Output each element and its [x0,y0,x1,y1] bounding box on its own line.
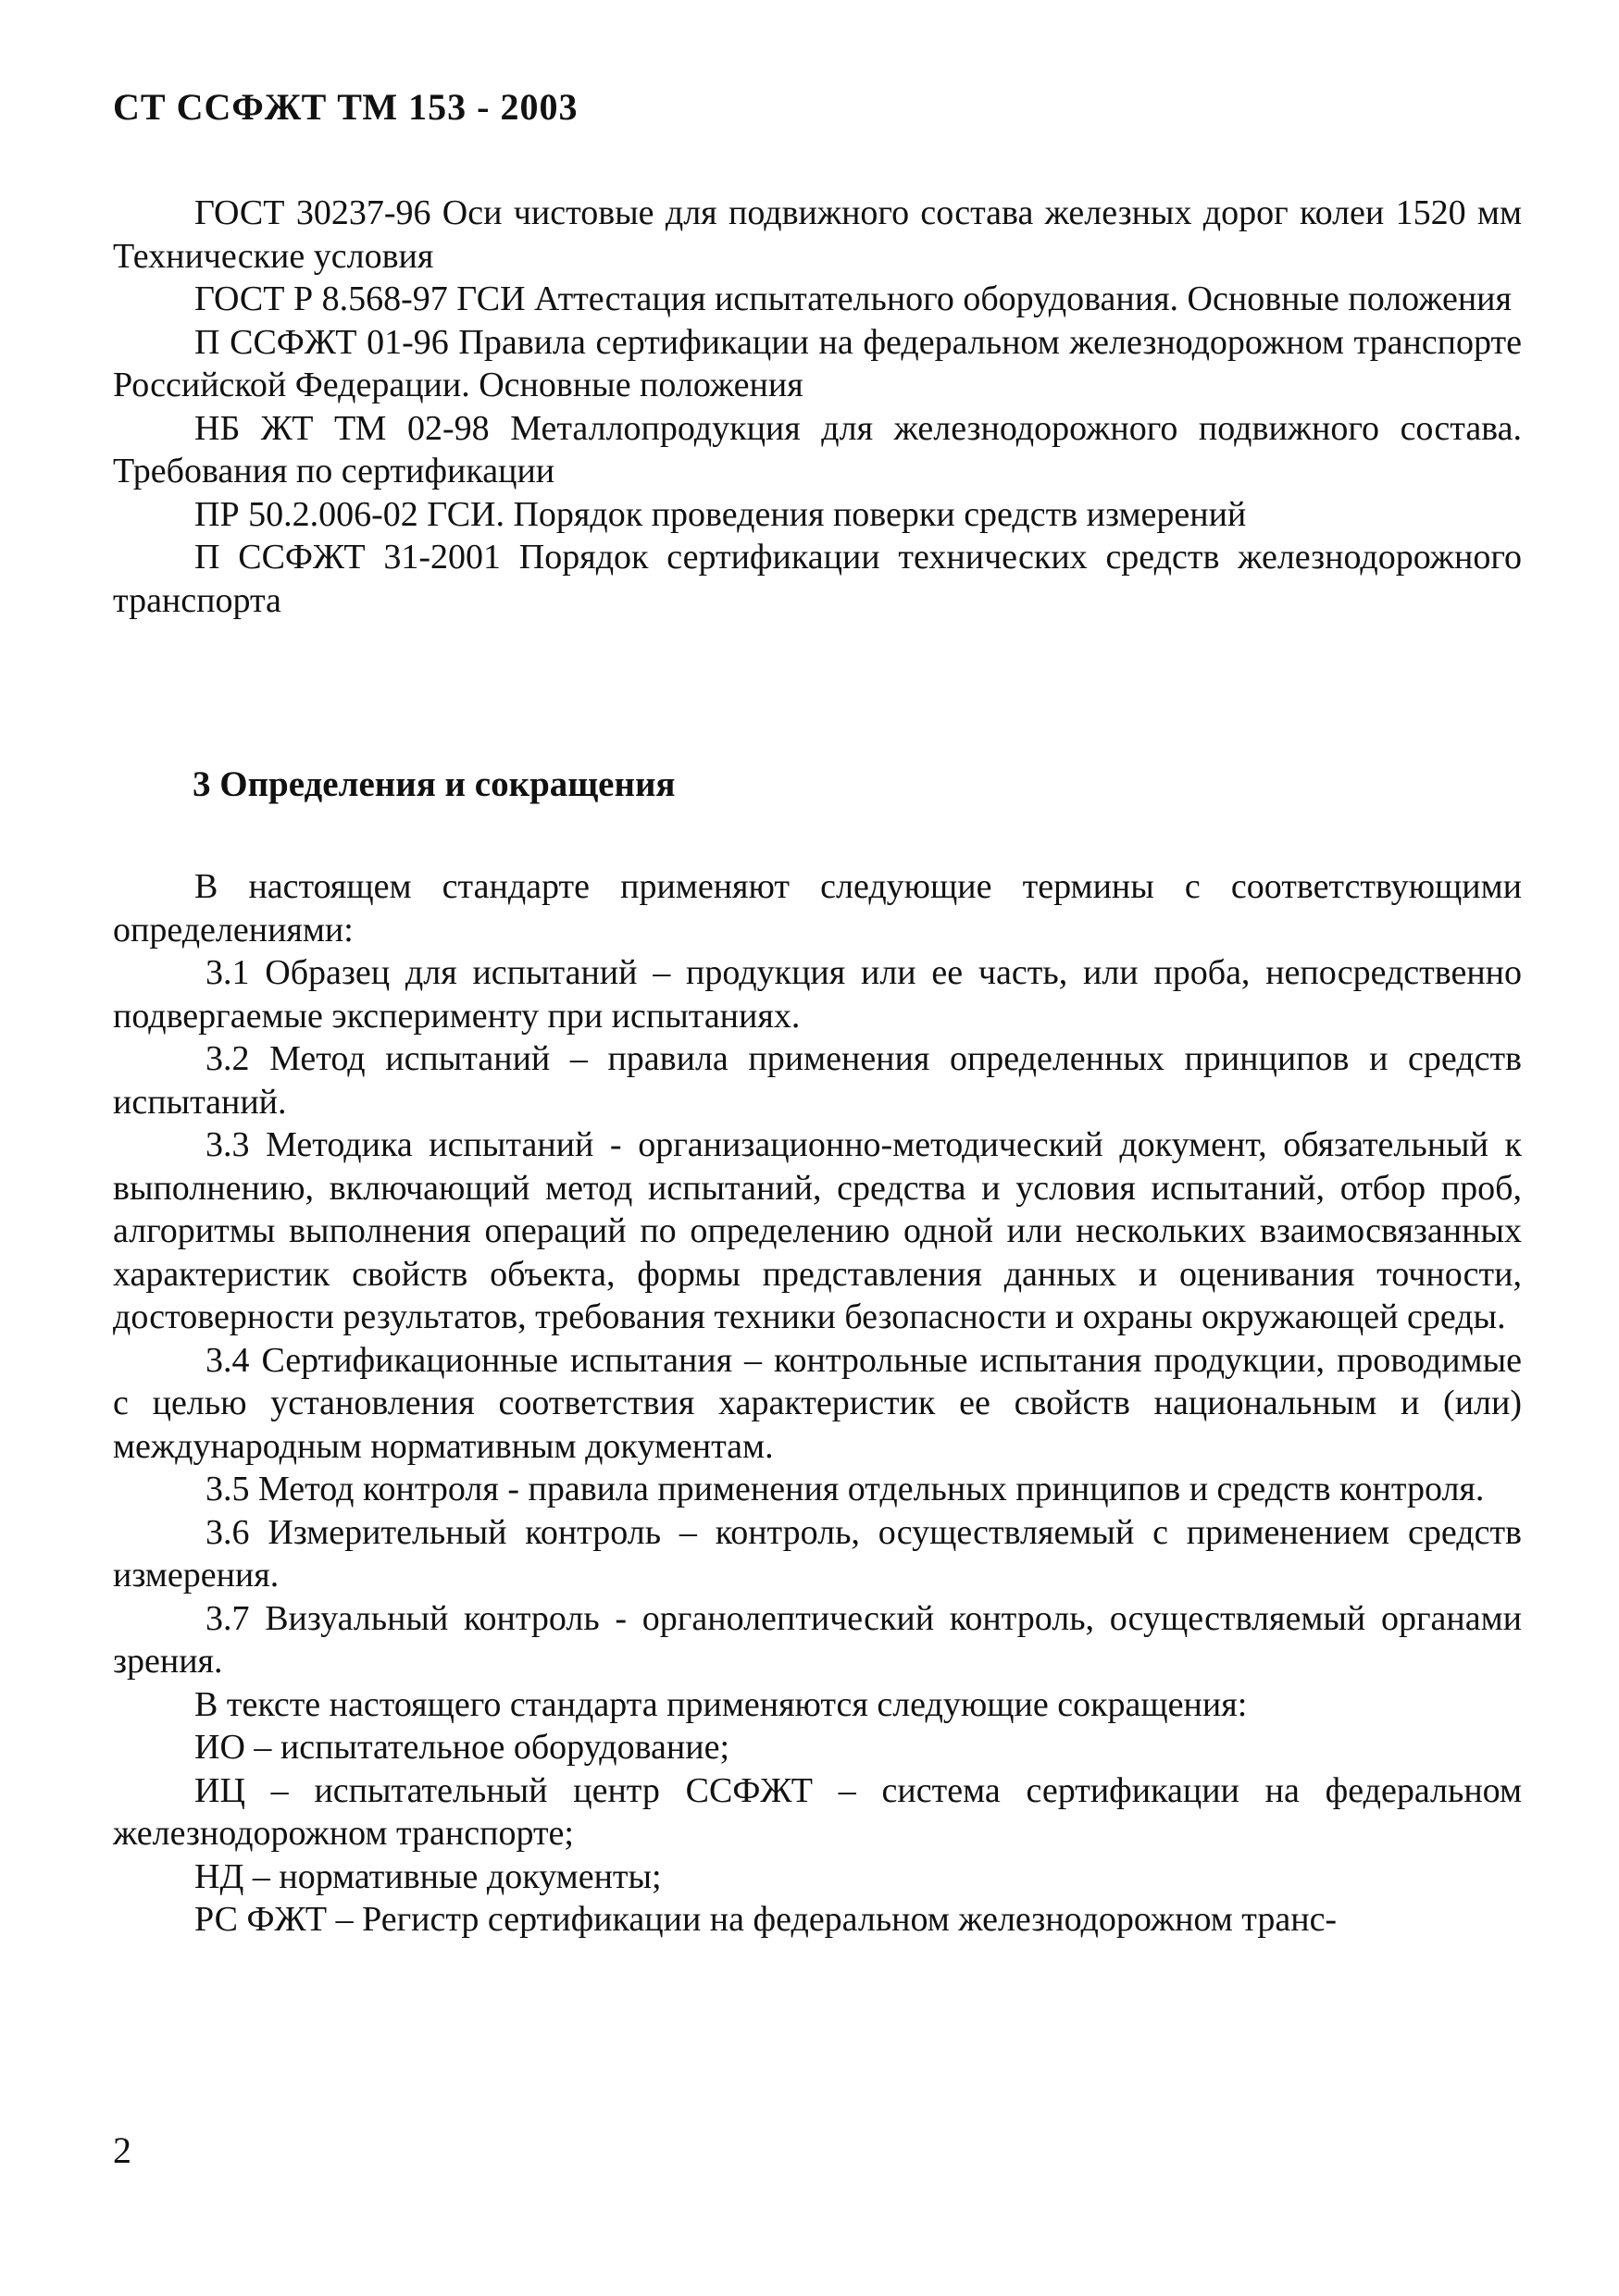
definition-item: 3.2 Метод испытаний – правила применения определенных принципов и средств испытаний. [113,1039,1522,1122]
reference-item: ПР 50.2.006-02 ГСИ. Порядок проведения поверки средств измерений [194,494,1247,534]
reference-item: П ССФЖТ 31-2001 Порядок сертификации технических средств железнодорожного транспорта [113,538,1522,620]
reference-item: ГОСТ 30237-96 Оси чистовые для подвижного состава железных дорог колеи 1520 мм Технические условия [113,193,1522,276]
reference-item: П ССФЖТ 01-96 Правила сертификации на федеральном железнодорожном транспорте Российской Федерации. Основные положения [113,322,1522,404]
definitions-section [113,865,1522,1942]
abbreviation-item: ИЦ – испытательный центр ССФЖТ – система сертификации на федеральном железнодорожном транспорте; [113,1770,1522,1853]
abbreviation-item: ИО – испытательное оборудование; [194,1728,730,1767]
page-number: 2 [113,2129,131,2171]
normative-references-list [113,192,1522,622]
abbreviations-intro: В тексте настоящего стандарта применяются следующие сокращения: [194,1684,1248,1724]
definition-item: 3.4 Сертификационные испытания – контрольные испытания продукции, проводимые с целью установления соответствия характеристик ее свойств национальным и (или) международным нормативным документам. [113,1340,1522,1466]
definition-item: 3.1 Образец для испытаний – продукция или ее часть, или проба, непосредственно подвергаемые эксперименту при испытаниях. [113,953,1522,1036]
reference-item: НБ ЖТ ТМ 02-98 Металлопродукция для железнодорожного подвижного состава. Требования по сертификации [113,408,1522,490]
definition-item: 3.7 Визуальный контроль - органолептический контроль, осуществляемый органами зрения. [113,1598,1522,1681]
definition-item: 3.3 Методика испытаний - организационно-методический документ, обязательный к выполнению, включающий метод испытаний, средства и условия испытаний, отбор проб, алгоритмы выполнения операций по определению одной или нескольких взаимосвязанных характеристик свойств объекта, формы представления данных и оценивания точности, достоверности результатов, требования техники безопасности и охраны окружающей среды. [113,1125,1522,1336]
definition-item: 3.5 Метод контроля - правила применения отдельных принципов и средств контроля. [205,1470,1485,1508]
section-heading: 3 Определения и сокращения [193,764,676,804]
abbreviation-item: НД – нормативные документы; [194,1856,662,1896]
definition-item: 3.6 Измерительный контроль – контроль, осуществляемый с применением средств измерения. [113,1512,1522,1595]
document-code-header: СТ ССФЖТ ТМ 153 - 2003 [113,86,579,128]
definitions-intro: В настоящем стандарте применяют следующие термины с соответствующими определениями: [113,867,1522,949]
abbreviation-item: РС ФЖТ – Регистр сертификации на федеральном железнодорожном транс- [194,1900,1338,1939]
reference-item: ГОСТ Р 8.568-97 ГСИ Аттестация испытательного оборудования. Основные положения [194,279,1512,318]
